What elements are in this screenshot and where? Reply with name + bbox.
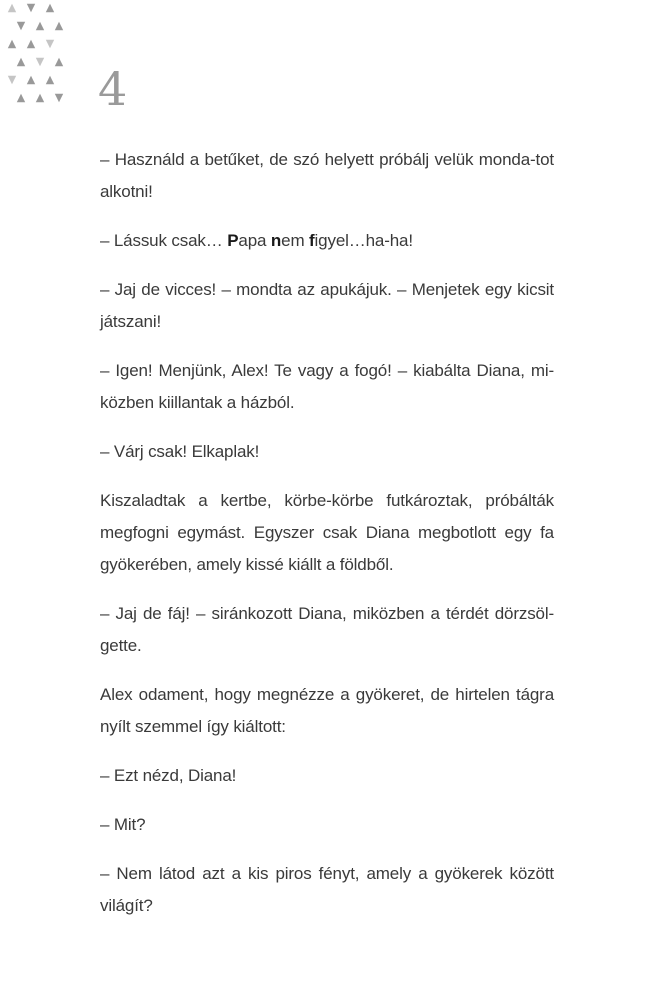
pattern-triangle xyxy=(17,22,25,30)
paragraph-2-part: apa xyxy=(238,231,271,250)
pattern-triangle xyxy=(36,22,44,30)
pattern-triangle xyxy=(55,58,63,66)
paragraph-6: Kiszaladtak a kertbe, körbe-körbe futkároztak, próbálták megfogni egymást. Egyszer csak Diana megbotlott egy fa gyökerében, amely kissé kiállt a földből. xyxy=(100,491,554,574)
paragraph-2-part: – Lássuk csak… xyxy=(100,231,228,250)
pattern-triangle xyxy=(27,40,35,48)
pattern-triangle xyxy=(36,94,44,102)
paragraph-2-bold-letter: n xyxy=(270,231,282,250)
paragraph-2-part: em xyxy=(281,231,310,250)
pattern-triangle xyxy=(46,4,54,12)
pattern-triangle xyxy=(17,94,25,102)
pattern-triangle xyxy=(8,40,16,48)
pattern-triangle xyxy=(55,22,63,30)
chapter-number: 4 xyxy=(98,62,128,116)
pattern-triangle xyxy=(17,58,25,66)
triangle-pattern-decoration xyxy=(0,0,70,120)
pattern-triangle xyxy=(27,4,35,12)
pattern-triangle xyxy=(46,76,54,84)
pattern-triangle xyxy=(46,40,54,48)
paragraph-11: – Nem látod azt a kis piros fényt, amely a gyökerek között világít? xyxy=(100,864,554,915)
paragraph-10: – Mit? xyxy=(100,815,146,834)
pattern-triangle xyxy=(8,76,16,84)
paragraph-4: – Igen! Menjünk, Alex! Te vagy a fogó! – kiabálta Diana, mi-közben kiillantak a házból. xyxy=(100,361,554,412)
paragraph-3: – Jaj de vicces! – mondta az apukájuk. – Menjetek egy kicsit játszani! xyxy=(100,280,554,331)
pattern-triangle xyxy=(55,94,63,102)
pattern-triangle xyxy=(8,4,16,12)
paragraph-1: – Használd a betűket, de szó helyett próbálj velük monda-tot alkotni! xyxy=(100,150,554,201)
paragraph-5: – Várj csak! Elkaplak! xyxy=(100,442,260,461)
paragraph-2-part: igyel…ha-ha! xyxy=(314,231,413,250)
pattern-triangle xyxy=(27,76,35,84)
paragraph-2-bold-letter: P xyxy=(227,231,239,250)
paragraph-2-bold-letter: f xyxy=(309,231,315,250)
pattern-triangle xyxy=(36,58,44,66)
chapter-text xyxy=(100,144,554,939)
paragraph-8: Alex odament, hogy megnézze a gyökeret, de hirtelen tágra nyílt szemmel így kiáltott: xyxy=(100,685,554,736)
paragraph-7: – Jaj de fáj! – siránkozott Diana, miközben a térdét dörzsöl-gette. xyxy=(100,604,554,655)
paragraph-2 xyxy=(100,225,554,257)
paragraph-9: – Ezt nézd, Diana! xyxy=(100,766,237,785)
